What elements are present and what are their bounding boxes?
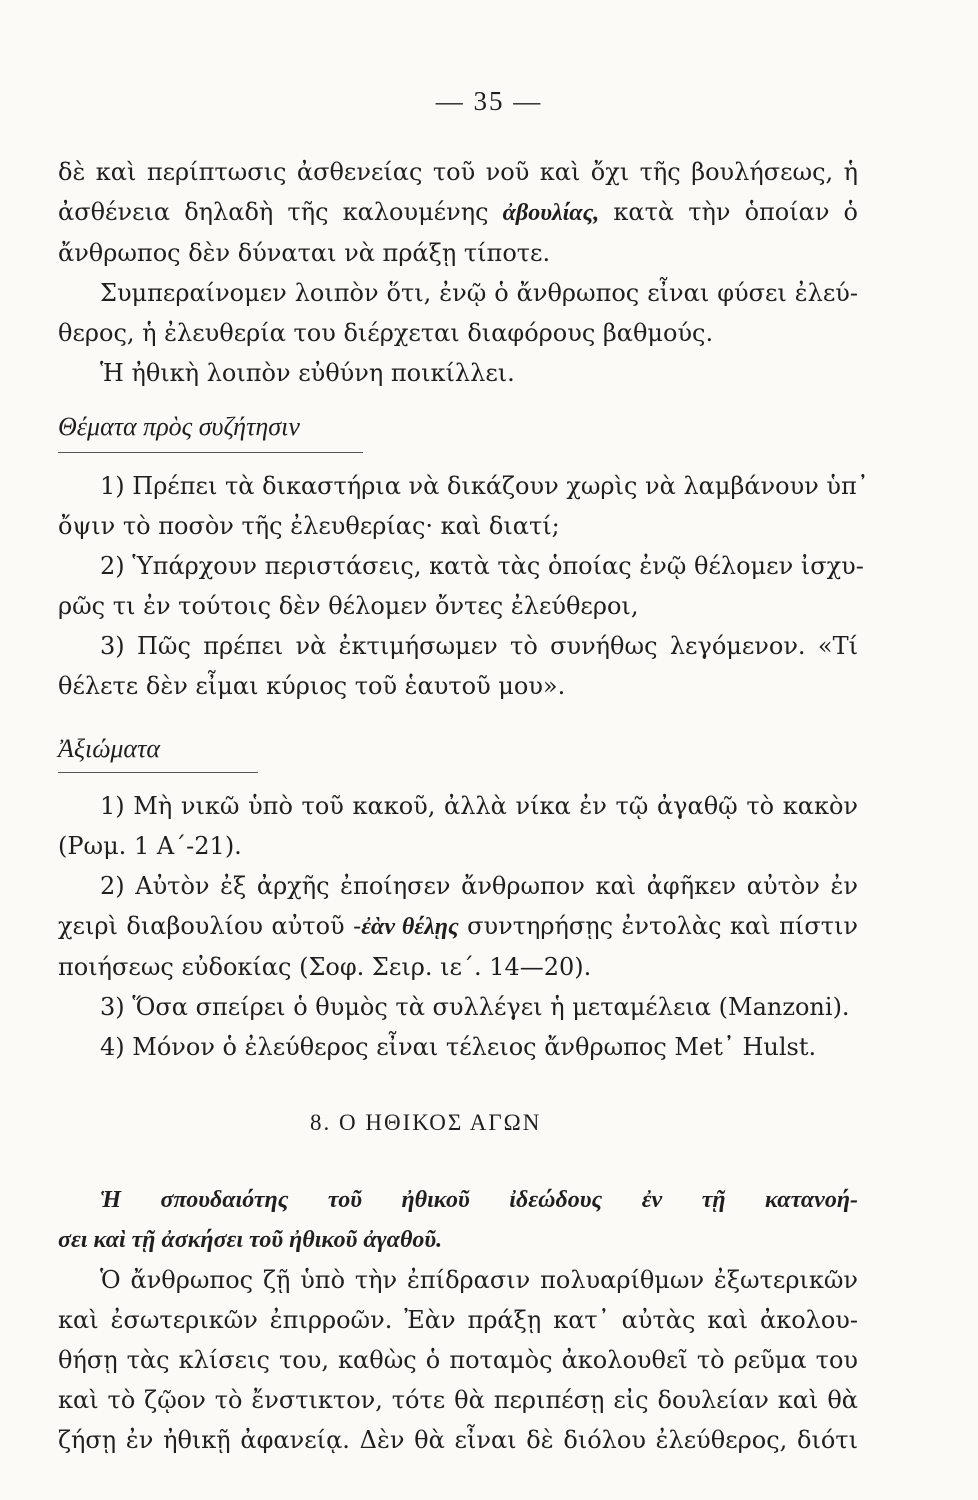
text-line: καὶ ἐσωτερικῶν ἐπιρροῶν. Ἐὰν πράξῃ κατ᾿ αὐτὰς καὶ ἀκολου-	[58, 1306, 858, 1334]
text-line: 1) Πρέπει τὰ δικαστήρια νὰ δικάζουν χωρὶς νὰ λαμβάνουν ὑπ᾿	[100, 472, 869, 500]
themes-list	[58, 466, 869, 706]
axioms-heading-rule	[58, 772, 258, 773]
emphasis-ean-theleis: ἐὰν θέλῃς	[361, 914, 459, 940]
paragraph-will-weakness	[58, 152, 858, 393]
text-line: δὲ καὶ περίπτωσις ἀσθενείας τοῦ νοῦ καὶ ὄχι τῆς βουλήσεως, ἡ	[58, 158, 858, 186]
text-line: 1) Μὴ νικῶ ὑπὸ τοῦ κακοῦ, ἀλλὰ νίκα ἐν τῷ ἀγαθῷ τὸ κακὸν	[100, 792, 858, 820]
themes-heading-rule	[58, 452, 363, 453]
section-subtitle	[58, 1180, 858, 1260]
text-line: 3) Πῶς πρέπει νὰ ἐκτιμήσωμεν τὸ συνήθως λεγόμενον. «Τί	[100, 632, 858, 660]
section-title: 8. Ο ΗΘΙΚΟΣ ΑΓΩΝ	[310, 1110, 542, 1135]
text-line: ζήσῃ ἐν ἠθικῇ ἀφανείᾳ. Δὲν θὰ εἶναι δὲ διόλου ἐλεύθερος, διότι	[58, 1426, 858, 1454]
subtitle-line: Ἡ σπουδαιότης τοῦ ἠθικοῦ ἰδεώδους ἐν τῇ κατανοή-	[100, 1187, 858, 1213]
text-fragment: χειρὶ διαβουλίου αὐτοῦ -	[58, 912, 362, 940]
text-fragment: ἀσθένεια δηλαδὴ τῆς καλουμένης	[58, 198, 489, 226]
text-line: 2) Αὐτὸν ἐξ ἀρχῆς ἐποίησεν ἄνθρωπον καὶ ἀφῆκεν αὐτὸν ἐν	[100, 872, 858, 900]
text-line: ὄψιν τὸ ποσὸν τῆς ἐλευθερίας· καὶ διατί;	[58, 512, 560, 540]
axioms-heading: Ἀξιώματα	[58, 734, 161, 763]
text-fragment: συντηρήσῃς ἐντολὰς καὶ πίστιν	[467, 912, 858, 940]
text-line: ρῶς τι ἐν τούτοις δὲν θέλομεν ὄντες ἐλεύθεροι,	[58, 592, 639, 620]
axioms-list	[58, 786, 858, 1067]
text-line: θήσῃ τὰς κλίσεις του, καθὼς ὁ ποταμὸς ἀκολουθεῖ τὸ ρεῦμα του	[58, 1346, 858, 1374]
text-fragment: κατὰ τὴν ὁποίαν ὁ	[613, 198, 859, 226]
text-line: θερος, ἡ ἐλευθερία του διέρχεται διαφόρους βαθμούς.	[58, 319, 714, 347]
text-line	[58, 192, 858, 233]
text-line: θέλετε δὲν εἶμαι κύριος τοῦ ἑαυτοῦ μου».	[58, 672, 566, 700]
text-line: Ἡ ἠθικὴ λοιπὸν εὐθύνη ποικίλλει.	[100, 359, 515, 387]
subtitle-line: σει καὶ τῇ ἀσκήσει τοῦ ἠθικοῦ ἀγαθοῦ.	[58, 1227, 443, 1253]
text-line: 2) Ὑπάρχουν περιστάσεις, κατὰ τὰς ὁποίας ἐνῷ θέλομεν ἰσχυ-	[100, 552, 864, 580]
text-line: 4) Μόνον ὁ ἐλεύθερος εἶναι τέλειος ἄνθρωπος Met᾿ Hulst.	[100, 1033, 817, 1061]
text-line: Συμπεραίνομεν λοιπὸν ὅτι, ἐνῷ ὁ ἄνθρωπος εἶναι φύσει ἐλεύ-	[100, 279, 858, 307]
emphasis-abulia: ἀβουλίας,	[502, 200, 600, 226]
text-line: 3) Ὅσα σπείρει ὁ θυμὸς τὰ συλλέγει ἡ μεταμέλεια (Manzoni).	[100, 993, 850, 1021]
text-line: (Ρωμ. 1 Α΄-21).	[58, 832, 242, 860]
text-line: ποιήσεως εὐδοκίας (Σοφ. Σειρ. ιε΄. 14—20).	[58, 953, 592, 981]
text-line: ἄνθρωπος δὲν δύναται νὰ πράξῃ τίποτε.	[58, 239, 551, 267]
section-body	[58, 1260, 858, 1460]
text-line: Ὁ ἄνθρωπος ζῇ ὑπὸ τὴν ἐπίδρασιν πολυαρίθμων ἐξωτερικῶν	[100, 1266, 858, 1294]
text-line	[58, 906, 858, 947]
themes-heading: Θέματα πρὸς συζήτησιν	[58, 412, 300, 441]
page-number: — 35 —	[435, 86, 543, 116]
text-line: καὶ τὸ ζῷον τὸ ἔνστικτον, τότε θὰ περιπέσῃ εἰς δουλείαν καὶ θὰ	[58, 1386, 858, 1414]
